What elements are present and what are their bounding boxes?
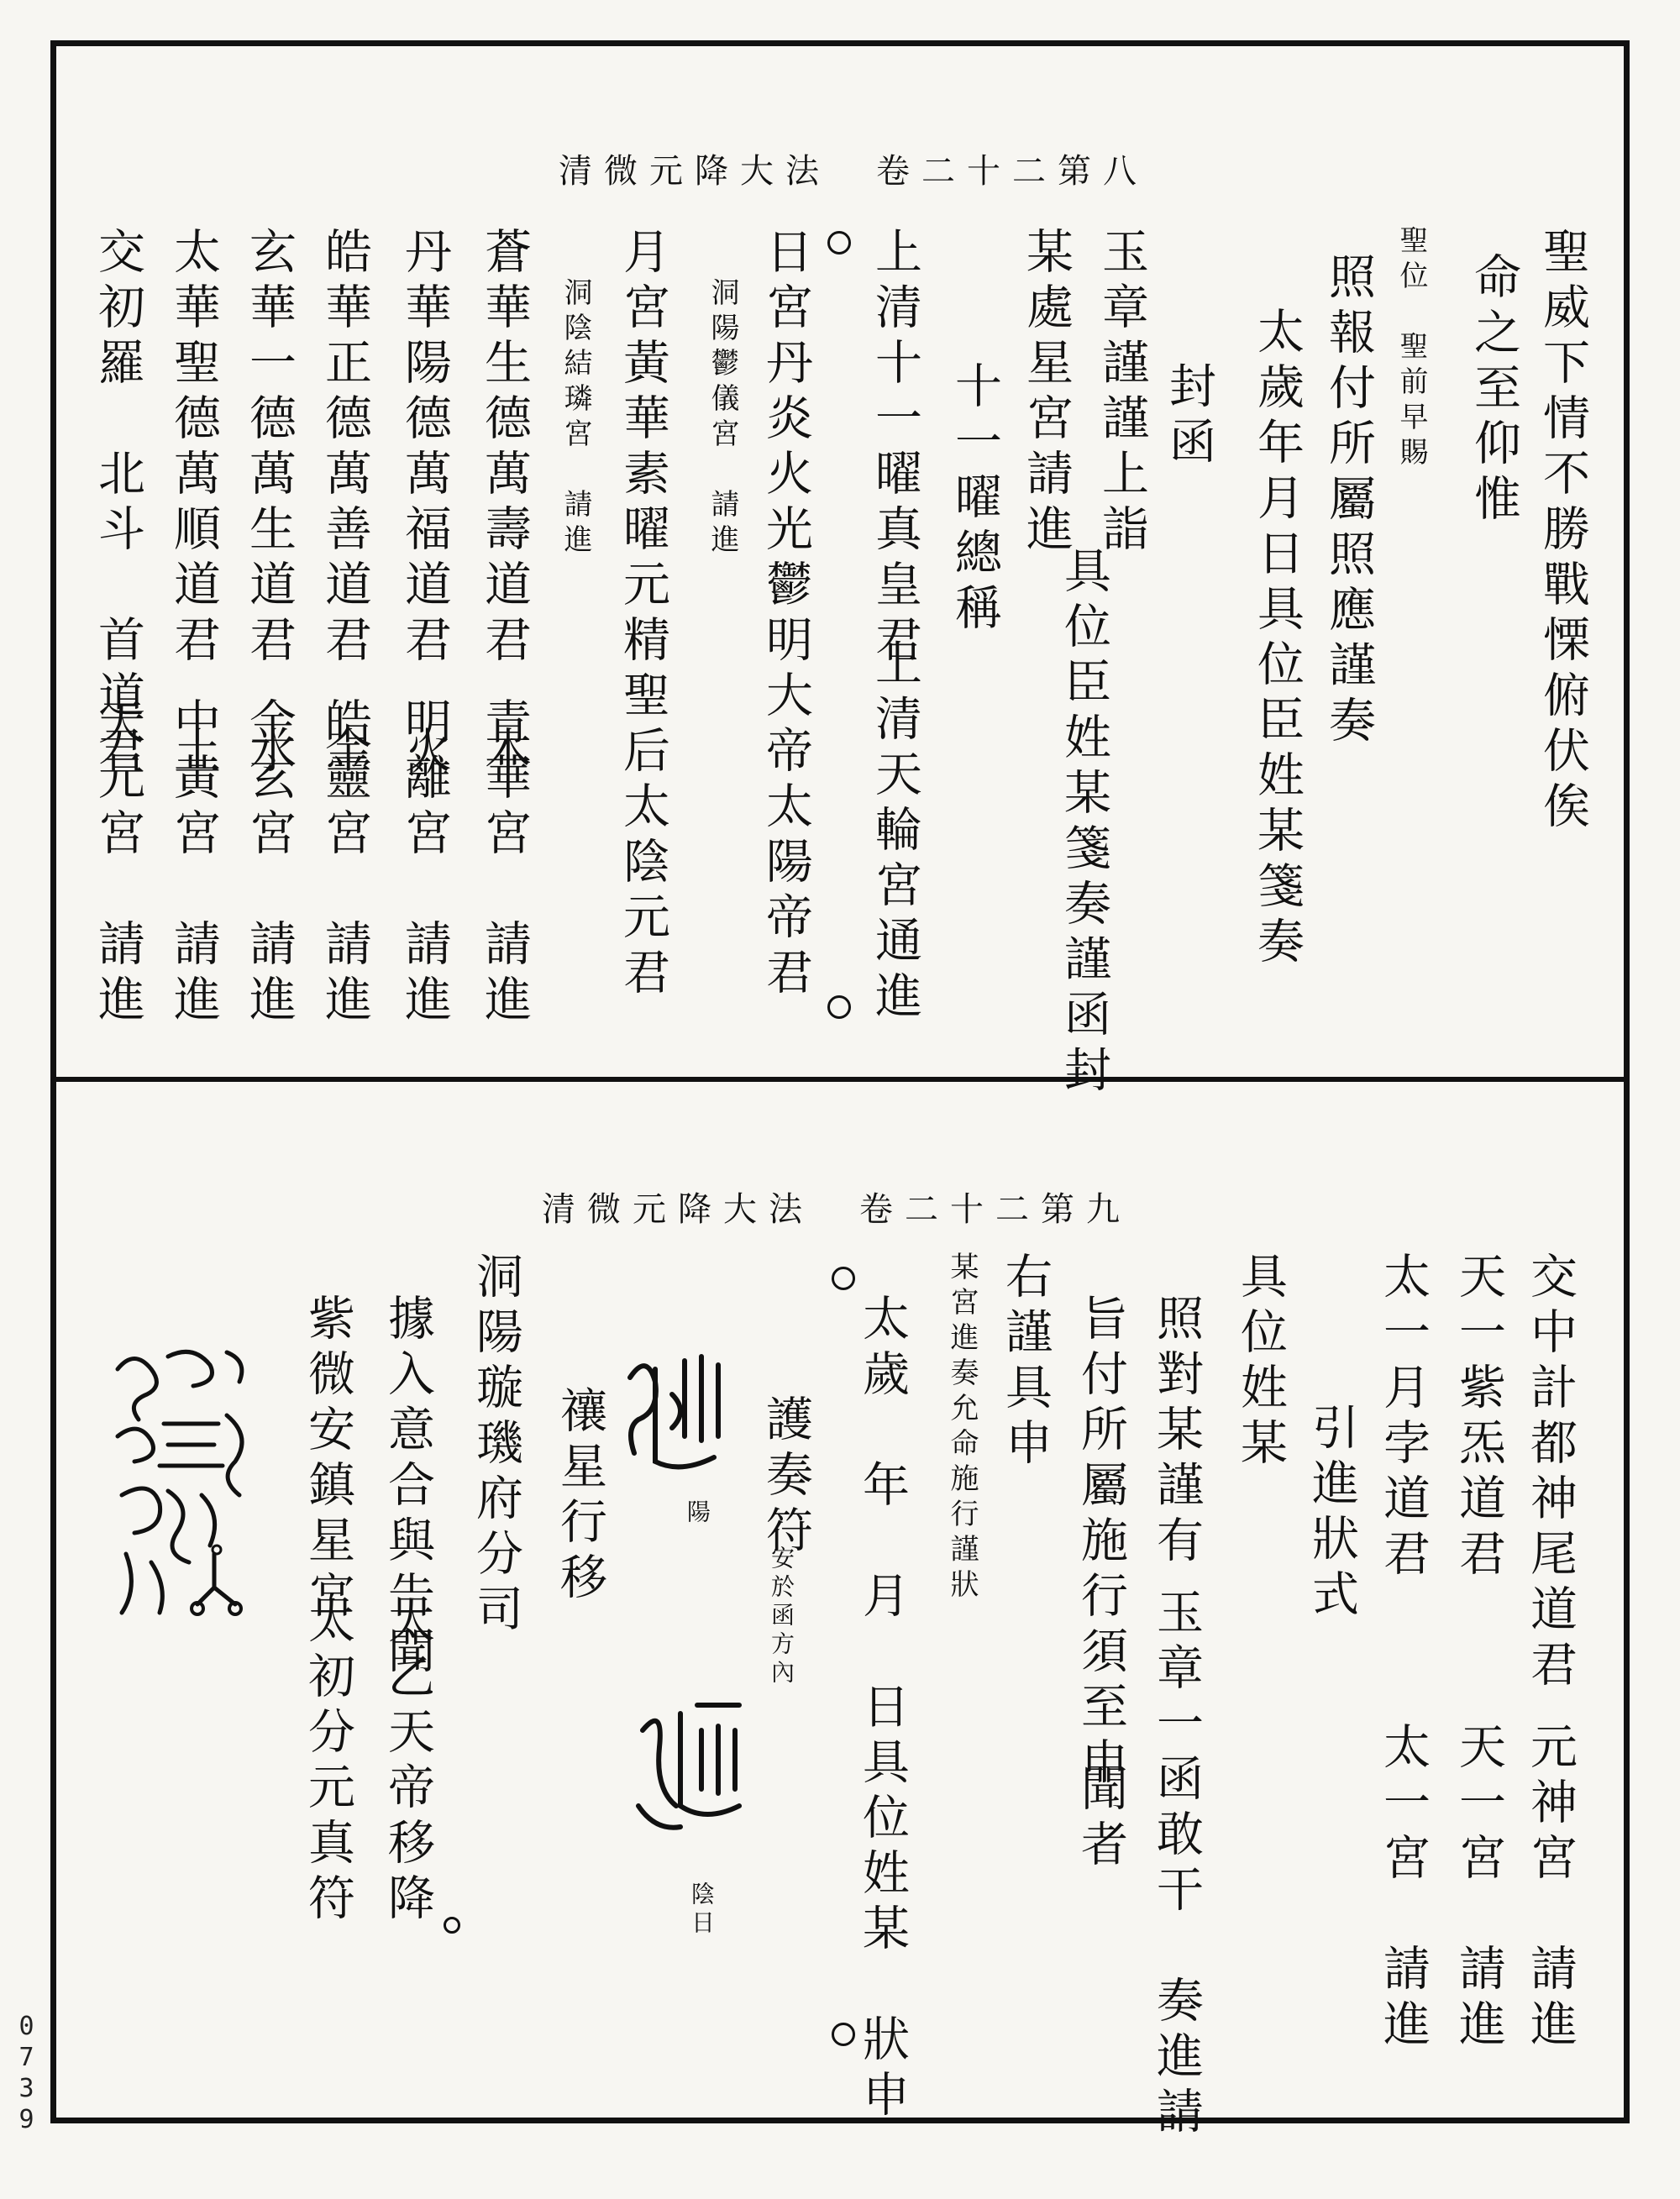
top-col-10a: 上清十一曜真皇君 xyxy=(868,227,922,670)
top-col-7: 玉章謹謹上詣 xyxy=(1095,227,1149,559)
top-col-18b: 金玄宮 請進 xyxy=(242,697,297,1030)
page-number: 0739 xyxy=(12,2012,41,2136)
bottom-header: 清微元降大法 卷二十二第九 xyxy=(542,1190,1131,1229)
top-header: 清微元降大法 卷二十二第八 xyxy=(559,152,1148,191)
bottom-col-5: 具位姓某 xyxy=(1233,1252,1288,1473)
top-col-1: 聖威下情不勝戰慄俯伏俟 xyxy=(1536,227,1590,837)
talisman-seal-yang xyxy=(622,1336,748,1495)
top-col-19b: 中黃宮 請進 xyxy=(166,697,221,1030)
bottom-col-10: 太歲 年 月 日具位姓某 狀申 xyxy=(855,1294,910,2125)
top-circle-mark xyxy=(827,231,851,255)
bottom-col-1a: 交中計都神尾道君 xyxy=(1523,1252,1578,1695)
top-col-7b: 具位臣姓某箋奏謹函封 xyxy=(1057,546,1111,1100)
bottom-col-7a: 旨付所屬施行須至申 xyxy=(1074,1294,1128,1792)
top-col-19a: 太華聖德萬順道君 土 xyxy=(166,227,221,781)
page-divider xyxy=(50,1077,1630,1082)
seal-note-yin: 陰日 xyxy=(688,1881,716,1939)
top-col-2: 命之至仰惟 xyxy=(1467,252,1521,529)
top-col-13: 月宮黃華素曜元精聖后太陰元君 xyxy=(616,227,670,1003)
top-col-12: 洞陽鬱儀宮 請進 xyxy=(706,277,739,559)
top-col-14: 洞陰結璘宮 請進 xyxy=(559,277,592,559)
top-col-17a: 皓華正德萬善道君 金 xyxy=(318,227,372,781)
bottom-col-2a: 天一紫炁道君 xyxy=(1452,1252,1506,1584)
seal-note-yang: 陽 xyxy=(684,1499,711,1528)
bottom-col-14b: 太乙天帝移降 xyxy=(381,1596,435,1929)
top-col-15a: 蒼華生德萬壽道君 木 xyxy=(477,227,532,781)
bottom-col-2b: 天一宮 請進 xyxy=(1452,1722,1506,2055)
top-col-9: 十一曜總稱 xyxy=(948,361,1002,638)
bottom-col-6a: 照對某謹有 xyxy=(1149,1294,1204,1571)
bottom-col-11-note: 安於函方內 xyxy=(768,1546,795,1688)
bottom-col-7b: 聞者 xyxy=(1074,1764,1128,1875)
top-col-8: 某處星宮請進 xyxy=(1019,227,1074,559)
bottom-col-3a: 太一月孛道君 xyxy=(1376,1252,1431,1584)
top-col-4: 照報付所屬照應謹奏 xyxy=(1321,252,1376,751)
top-col-16b: 明離宮 請進 xyxy=(397,697,452,1030)
top-col-10b: 上清天輪宮通進 xyxy=(868,638,922,1026)
top-col-15b: 青華宮 請進 xyxy=(477,697,532,1030)
bottom-col-6b: 玉章一函敢干 奏進請 xyxy=(1149,1588,1204,2142)
bottom-circle-mark xyxy=(832,1267,855,1290)
bottom-circle-mark xyxy=(444,1917,460,1934)
bottom-col-3b: 太一宮 請進 xyxy=(1376,1722,1431,2055)
top-circle-mark xyxy=(827,995,851,1019)
bottom-col-13: 禳星行移 xyxy=(553,1386,607,1608)
bottom-col-15a: 紫微安鎮星宮 xyxy=(301,1294,355,1626)
top-col-17b: 皓靈宮 請進 xyxy=(318,697,372,1030)
top-col-18a: 玄華一德萬生道君 水 xyxy=(242,227,297,781)
bottom-col-14a: 據入意合與告聞 xyxy=(381,1294,435,1682)
top-col-16a: 丹華陽德萬福道君 火 xyxy=(397,227,452,781)
top-col-20b: 天元宮 請進 xyxy=(91,697,145,1030)
bottom-circle-mark xyxy=(832,2023,855,2046)
top-col-5: 太歲年月日具位臣姓某箋奏 xyxy=(1250,307,1305,972)
bottom-col-1b: 元神宮 請進 xyxy=(1523,1722,1578,2055)
top-col-11: 日宮丹炎火光鬱明大帝太陽帝君 xyxy=(759,227,813,1003)
bottom-col-15b: 太初分元真符 xyxy=(301,1596,355,1929)
top-col-3: 聖位 聖前早賜 xyxy=(1394,225,1428,472)
bottom-col-9: 某宮進奏允命施行謹狀 xyxy=(945,1252,979,1604)
bottom-col-4: 引進狀式 xyxy=(1305,1403,1359,1624)
bottom-col-12: 洞陽璇璣府分司 xyxy=(469,1252,523,1640)
top-col-6: 封函 xyxy=(1162,361,1216,472)
bottom-col-11: 護奏符 xyxy=(759,1394,813,1561)
talisman-fu-drawing xyxy=(101,1336,269,1630)
talisman-seal-yin xyxy=(630,1680,756,1848)
bottom-col-8: 右謹具申 xyxy=(998,1252,1053,1473)
top-col-20a: 交初羅 北斗 首道君 xyxy=(91,227,145,781)
